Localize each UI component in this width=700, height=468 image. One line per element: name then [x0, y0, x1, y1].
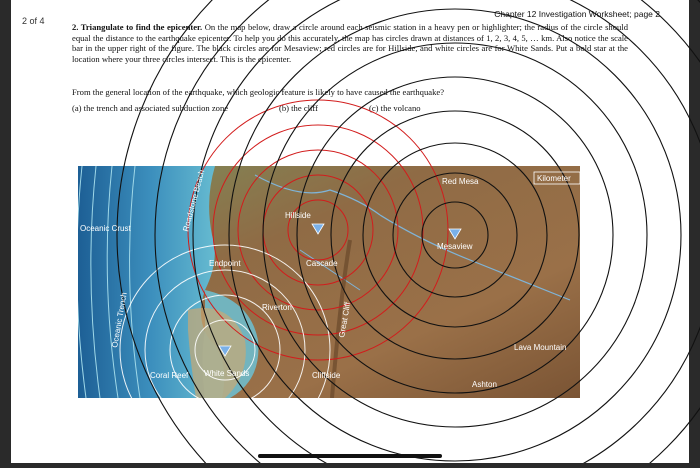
label-oceanic-crust: Oceanic Crust [80, 224, 131, 233]
label-riverton: Riverton [262, 303, 292, 312]
label-oceanic-trench: Oceanic Trench [110, 291, 129, 349]
worksheet-header: Chapter 12 Investigation Worksheet; page 2 [494, 9, 660, 19]
question-body: On the map below, draw a circle around each seismic station in a heavy pen or highlighter; the radius of the circle should equal the distance to the earthquake epicenter. To help you do this accurately, the map has circles drawn at distances of 1, 2, 3, 4, 5, … km. Also notice the scale bar in the upper right of the figure. The black circles are for Mesaview; red circles are for Hillside, and white circles are for White Sands. Put a bold star at the location where your three circles intersect. This is the epicenter. [72, 22, 628, 64]
question-title: 2. Triangulate to find the epicenter. [72, 22, 203, 32]
option-b[interactable]: (b) the cliff [279, 103, 318, 113]
label-ashton: Ashton [472, 380, 497, 389]
label-cascade: Cascade [306, 259, 338, 268]
label-hillside: Hillside [285, 211, 311, 220]
label-white-sands: White Sands [204, 369, 250, 378]
option-c[interactable]: (c) the volcano [369, 103, 421, 113]
subquestion: From the general location of the earthquake, which geologic feature is likely to have caused the earthquake? [72, 87, 445, 97]
option-a[interactable]: (a) the trench and associated subduction zone [72, 103, 229, 113]
label-red-mesa: Red Mesa [442, 177, 479, 186]
home-indicator[interactable] [258, 454, 442, 458]
label-coral-reef: Coral Reef [150, 371, 189, 380]
page-counter: 2 of 4 [22, 16, 45, 26]
label-endpoint: Endpoint [209, 259, 241, 268]
label-mesaview: Mesaview [437, 242, 473, 251]
label-lava-mountain: Lava Mountain [514, 343, 567, 352]
label-roadstone-beach: Roadstone Beach [181, 168, 207, 233]
label-cliffside: Cliffside [312, 371, 341, 380]
scale-label: Kilometer [537, 174, 571, 183]
label-cliff: Great Cliff [337, 301, 353, 339]
